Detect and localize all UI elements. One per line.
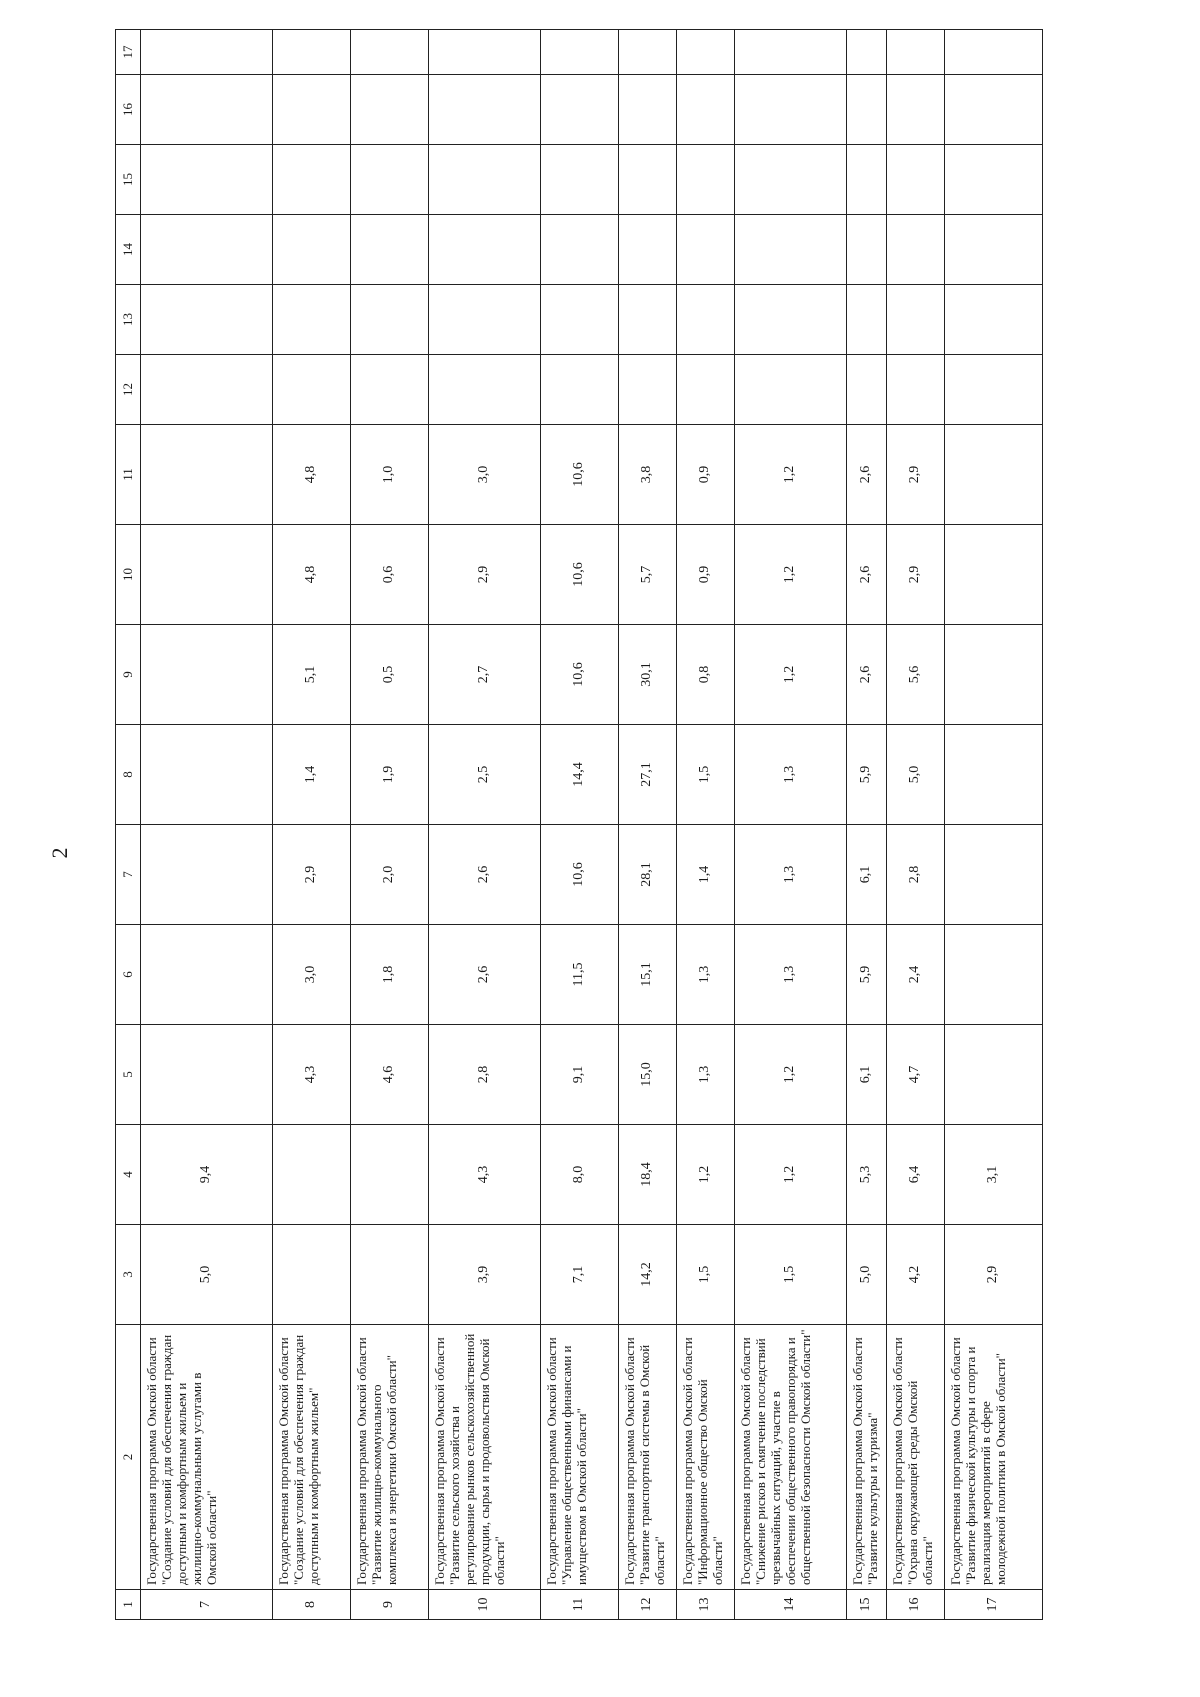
value-cell: 4,6: [351, 1025, 429, 1125]
value-cell: 14,4: [541, 725, 619, 825]
row-number: 7: [141, 1590, 273, 1620]
value-cell: [273, 355, 351, 425]
column-header-7: 7: [116, 825, 141, 925]
column-header-11: 11: [116, 425, 141, 525]
value-cell: [945, 925, 1043, 1025]
value-cell: [847, 145, 887, 215]
column-header-12: 12: [116, 355, 141, 425]
value-cell: 2,4: [887, 925, 945, 1025]
value-cell: [847, 30, 887, 75]
value-cell: [847, 75, 887, 145]
value-cell: [429, 215, 541, 285]
value-cell: [945, 75, 1043, 145]
value-cell: 2,6: [847, 425, 887, 525]
table-row: [429, 30, 541, 1620]
value-cell: [273, 215, 351, 285]
value-cell: [273, 1225, 351, 1325]
value-cell: [273, 145, 351, 215]
value-cell: [429, 145, 541, 215]
value-cell: 2,8: [429, 1025, 541, 1125]
table-row: [541, 30, 619, 1620]
row-number: 15: [847, 1590, 887, 1620]
row-number: 9: [351, 1590, 429, 1620]
column-header-13: 13: [116, 285, 141, 355]
value-cell: [351, 1225, 429, 1325]
value-cell: 1,0: [351, 425, 429, 525]
column-header-15: 15: [116, 145, 141, 215]
value-cell: 4,8: [273, 425, 351, 525]
header-row: [116, 30, 141, 1620]
value-cell: 28,1: [619, 825, 677, 925]
value-cell: 5,9: [847, 725, 887, 825]
value-cell: [887, 145, 945, 215]
value-cell: 30,1: [619, 625, 677, 725]
value-cell: 4,3: [429, 1125, 541, 1225]
row-number: 10: [429, 1590, 541, 1620]
value-cell: [945, 425, 1043, 525]
column-header-16: 16: [116, 75, 141, 145]
value-cell: 1,3: [735, 725, 847, 825]
value-cell: 3,0: [429, 425, 541, 525]
row-number: 12: [619, 1590, 677, 1620]
value-cell: [887, 215, 945, 285]
value-cell: [141, 825, 273, 925]
page-number: 2: [47, 847, 72, 859]
value-cell: 1,3: [677, 925, 735, 1025]
value-cell: 10,6: [541, 425, 619, 525]
value-cell: [351, 1125, 429, 1225]
value-cell: [429, 355, 541, 425]
value-cell: [945, 145, 1043, 215]
value-cell: [273, 285, 351, 355]
value-cell: [141, 525, 273, 625]
column-header-14: 14: [116, 215, 141, 285]
value-cell: 2,9: [887, 425, 945, 525]
value-cell: [887, 75, 945, 145]
value-cell: [429, 75, 541, 145]
value-cell: [351, 215, 429, 285]
value-cell: [351, 355, 429, 425]
value-cell: 1,2: [735, 525, 847, 625]
value-cell: 2,6: [429, 825, 541, 925]
program-name-cell: Государственная программа Омской области "Развитие жилищно-коммунального комплекса и энергетики Омской области": [351, 1325, 429, 1590]
value-cell: [735, 285, 847, 355]
value-cell: [273, 75, 351, 145]
value-cell: 15,0: [619, 1025, 677, 1125]
program-name-cell: Государственная программа Омской области "Информационное общество Омской области": [677, 1325, 735, 1590]
value-cell: 2,6: [847, 625, 887, 725]
value-cell: [677, 75, 735, 145]
value-cell: [141, 725, 273, 825]
value-cell: 4,7: [887, 1025, 945, 1125]
value-cell: [887, 30, 945, 75]
value-cell: [541, 30, 619, 75]
value-cell: 4,2: [887, 1225, 945, 1325]
value-cell: [351, 30, 429, 75]
column-header-4: 4: [116, 1125, 141, 1225]
value-cell: 1,8: [351, 925, 429, 1025]
value-cell: [945, 355, 1043, 425]
value-cell: [619, 30, 677, 75]
value-cell: 1,3: [735, 825, 847, 925]
value-cell: [141, 1025, 273, 1125]
value-cell: 9,4: [141, 1125, 273, 1225]
value-cell: 0,8: [677, 625, 735, 725]
value-cell: 1,2: [735, 625, 847, 725]
value-cell: [887, 285, 945, 355]
value-cell: 5,0: [141, 1225, 273, 1325]
value-cell: 2,9: [273, 825, 351, 925]
value-cell: [141, 30, 273, 75]
value-cell: 27,1: [619, 725, 677, 825]
program-name-cell: Государственная программа Омской области "Создание условий для обеспечения граждан доступным и комфортным жильем": [273, 1325, 351, 1590]
value-cell: [945, 525, 1043, 625]
value-cell: 2,8: [887, 825, 945, 925]
program-name-cell: Государственная программа Омской области "Охрана окружающей среды Омской области": [887, 1325, 945, 1590]
value-cell: [141, 215, 273, 285]
table-row: [735, 30, 847, 1620]
value-cell: 1,3: [735, 925, 847, 1025]
program-name-cell: Государственная программа Омской области "Создание условий для обеспечения граждан доступным и комфортным жильем и жилищно-коммунальными услугами в Омской области": [141, 1325, 273, 1590]
row-number: 11: [541, 1590, 619, 1620]
value-cell: [429, 30, 541, 75]
value-cell: [351, 145, 429, 215]
value-cell: 2,5: [429, 725, 541, 825]
value-cell: [677, 285, 735, 355]
value-cell: [141, 625, 273, 725]
value-cell: 10,6: [541, 525, 619, 625]
column-header-5: 5: [116, 1025, 141, 1125]
row-number: 13: [677, 1590, 735, 1620]
value-cell: [273, 1125, 351, 1225]
value-cell: [619, 215, 677, 285]
value-cell: [847, 285, 887, 355]
value-cell: 1,2: [735, 425, 847, 525]
value-cell: 5,0: [887, 725, 945, 825]
row-number: 8: [273, 1590, 351, 1620]
value-cell: [677, 30, 735, 75]
table-row: [847, 30, 887, 1620]
value-cell: [141, 355, 273, 425]
value-cell: 1,3: [677, 1025, 735, 1125]
value-cell: 5,6: [887, 625, 945, 725]
value-cell: 10,6: [541, 825, 619, 925]
value-cell: 6,1: [847, 1025, 887, 1125]
value-cell: 4,3: [273, 1025, 351, 1125]
value-cell: 1,4: [677, 825, 735, 925]
value-cell: 5,9: [847, 925, 887, 1025]
value-cell: 1,2: [735, 1025, 847, 1125]
value-cell: 2,9: [429, 525, 541, 625]
value-cell: 2,6: [429, 925, 541, 1025]
column-header-2: 2: [116, 1325, 141, 1590]
value-cell: [141, 145, 273, 215]
value-cell: 9,1: [541, 1025, 619, 1125]
value-cell: [945, 30, 1043, 75]
value-cell: [735, 75, 847, 145]
value-cell: 4,8: [273, 525, 351, 625]
table-row: [945, 30, 1043, 1620]
value-cell: 1,5: [677, 1225, 735, 1325]
value-cell: [735, 215, 847, 285]
value-cell: 2,0: [351, 825, 429, 925]
value-cell: [619, 285, 677, 355]
value-cell: [141, 75, 273, 145]
value-cell: [677, 215, 735, 285]
value-cell: [847, 215, 887, 285]
value-cell: 3,0: [273, 925, 351, 1025]
value-cell: 2,9: [887, 525, 945, 625]
value-cell: 0,5: [351, 625, 429, 725]
table-row: [351, 30, 429, 1620]
program-name-cell: Государственная программа Омской области "Развитие сельского хозяйства и регулирование рынков сельскохозяйственной продукции, сырья и продовольствия Омской области": [429, 1325, 541, 1590]
value-cell: 2,6: [847, 525, 887, 625]
program-name-cell: Государственная программа Омской области "Развитие физической культуры и спорта и реализация мероприятий в сфере молодежной политики в Омской области": [945, 1325, 1043, 1590]
value-cell: 14,2: [619, 1225, 677, 1325]
table-row: [619, 30, 677, 1620]
value-cell: [541, 355, 619, 425]
value-cell: 3,9: [429, 1225, 541, 1325]
column-header-8: 8: [116, 725, 141, 825]
value-cell: 5,0: [847, 1225, 887, 1325]
row-number: 16: [887, 1590, 945, 1620]
value-cell: 8,0: [541, 1125, 619, 1225]
value-cell: [141, 425, 273, 525]
value-cell: [541, 75, 619, 145]
column-header-1: 1: [116, 1590, 141, 1620]
value-cell: 1,4: [273, 725, 351, 825]
table-body: [141, 30, 1043, 1620]
value-cell: [541, 145, 619, 215]
value-cell: [847, 355, 887, 425]
table-row: [677, 30, 735, 1620]
value-cell: [619, 75, 677, 145]
program-name-cell: Государственная программа Омской области "Развитие транспортной системы в Омской области": [619, 1325, 677, 1590]
value-cell: 3,1: [945, 1125, 1043, 1225]
value-cell: [141, 925, 273, 1025]
value-cell: 1,2: [677, 1125, 735, 1225]
value-cell: 6,1: [847, 825, 887, 925]
value-cell: [619, 145, 677, 215]
value-cell: [945, 1025, 1043, 1125]
value-cell: 1,9: [351, 725, 429, 825]
table-row: [141, 30, 273, 1620]
value-cell: [945, 285, 1043, 355]
program-name-cell: Государственная программа Омской области "Снижение рисков и смягчение последствий чрезвычайных ситуаций, участие в обеспечении общественного правопорядка и общественной безопасности Омской области": [735, 1325, 847, 1590]
value-cell: 0,6: [351, 525, 429, 625]
value-cell: [619, 355, 677, 425]
value-cell: 7,1: [541, 1225, 619, 1325]
value-cell: [429, 285, 541, 355]
program-table: [115, 29, 1043, 1620]
value-cell: [945, 215, 1043, 285]
value-cell: [945, 625, 1043, 725]
value-cell: [141, 285, 273, 355]
table-container: [115, 45, 1105, 1620]
value-cell: [677, 145, 735, 215]
row-number: 14: [735, 1590, 847, 1620]
value-cell: [273, 30, 351, 75]
value-cell: [541, 215, 619, 285]
column-header-17: 17: [116, 30, 141, 75]
value-cell: 1,5: [735, 1225, 847, 1325]
value-cell: [945, 725, 1043, 825]
program-name-cell: Государственная программа Омской области "Управление общественными финансами и имуществом в Омской области": [541, 1325, 619, 1590]
table-row: [273, 30, 351, 1620]
value-cell: 1,2: [735, 1125, 847, 1225]
value-cell: 0,9: [677, 525, 735, 625]
value-cell: [351, 75, 429, 145]
value-cell: 10,6: [541, 625, 619, 725]
value-cell: 3,8: [619, 425, 677, 525]
column-header-10: 10: [116, 525, 141, 625]
value-cell: [677, 355, 735, 425]
value-cell: 6,4: [887, 1125, 945, 1225]
value-cell: [945, 825, 1043, 925]
value-cell: [351, 285, 429, 355]
value-cell: [735, 30, 847, 75]
value-cell: 5,1: [273, 625, 351, 725]
value-cell: 11,5: [541, 925, 619, 1025]
value-cell: [541, 285, 619, 355]
value-cell: 18,4: [619, 1125, 677, 1225]
value-cell: 1,5: [677, 725, 735, 825]
column-header-6: 6: [116, 925, 141, 1025]
value-cell: 2,9: [945, 1225, 1043, 1325]
value-cell: 5,3: [847, 1125, 887, 1225]
value-cell: 0,9: [677, 425, 735, 525]
value-cell: [887, 355, 945, 425]
value-cell: [735, 355, 847, 425]
value-cell: 5,7: [619, 525, 677, 625]
column-header-9: 9: [116, 625, 141, 725]
value-cell: 15,1: [619, 925, 677, 1025]
value-cell: 2,7: [429, 625, 541, 725]
value-cell: [735, 145, 847, 215]
program-name-cell: Государственная программа Омской области "Развитие культуры и туризма": [847, 1325, 887, 1590]
table-row: [887, 30, 945, 1620]
column-header-3: 3: [116, 1225, 141, 1325]
row-number: 17: [945, 1590, 1043, 1620]
